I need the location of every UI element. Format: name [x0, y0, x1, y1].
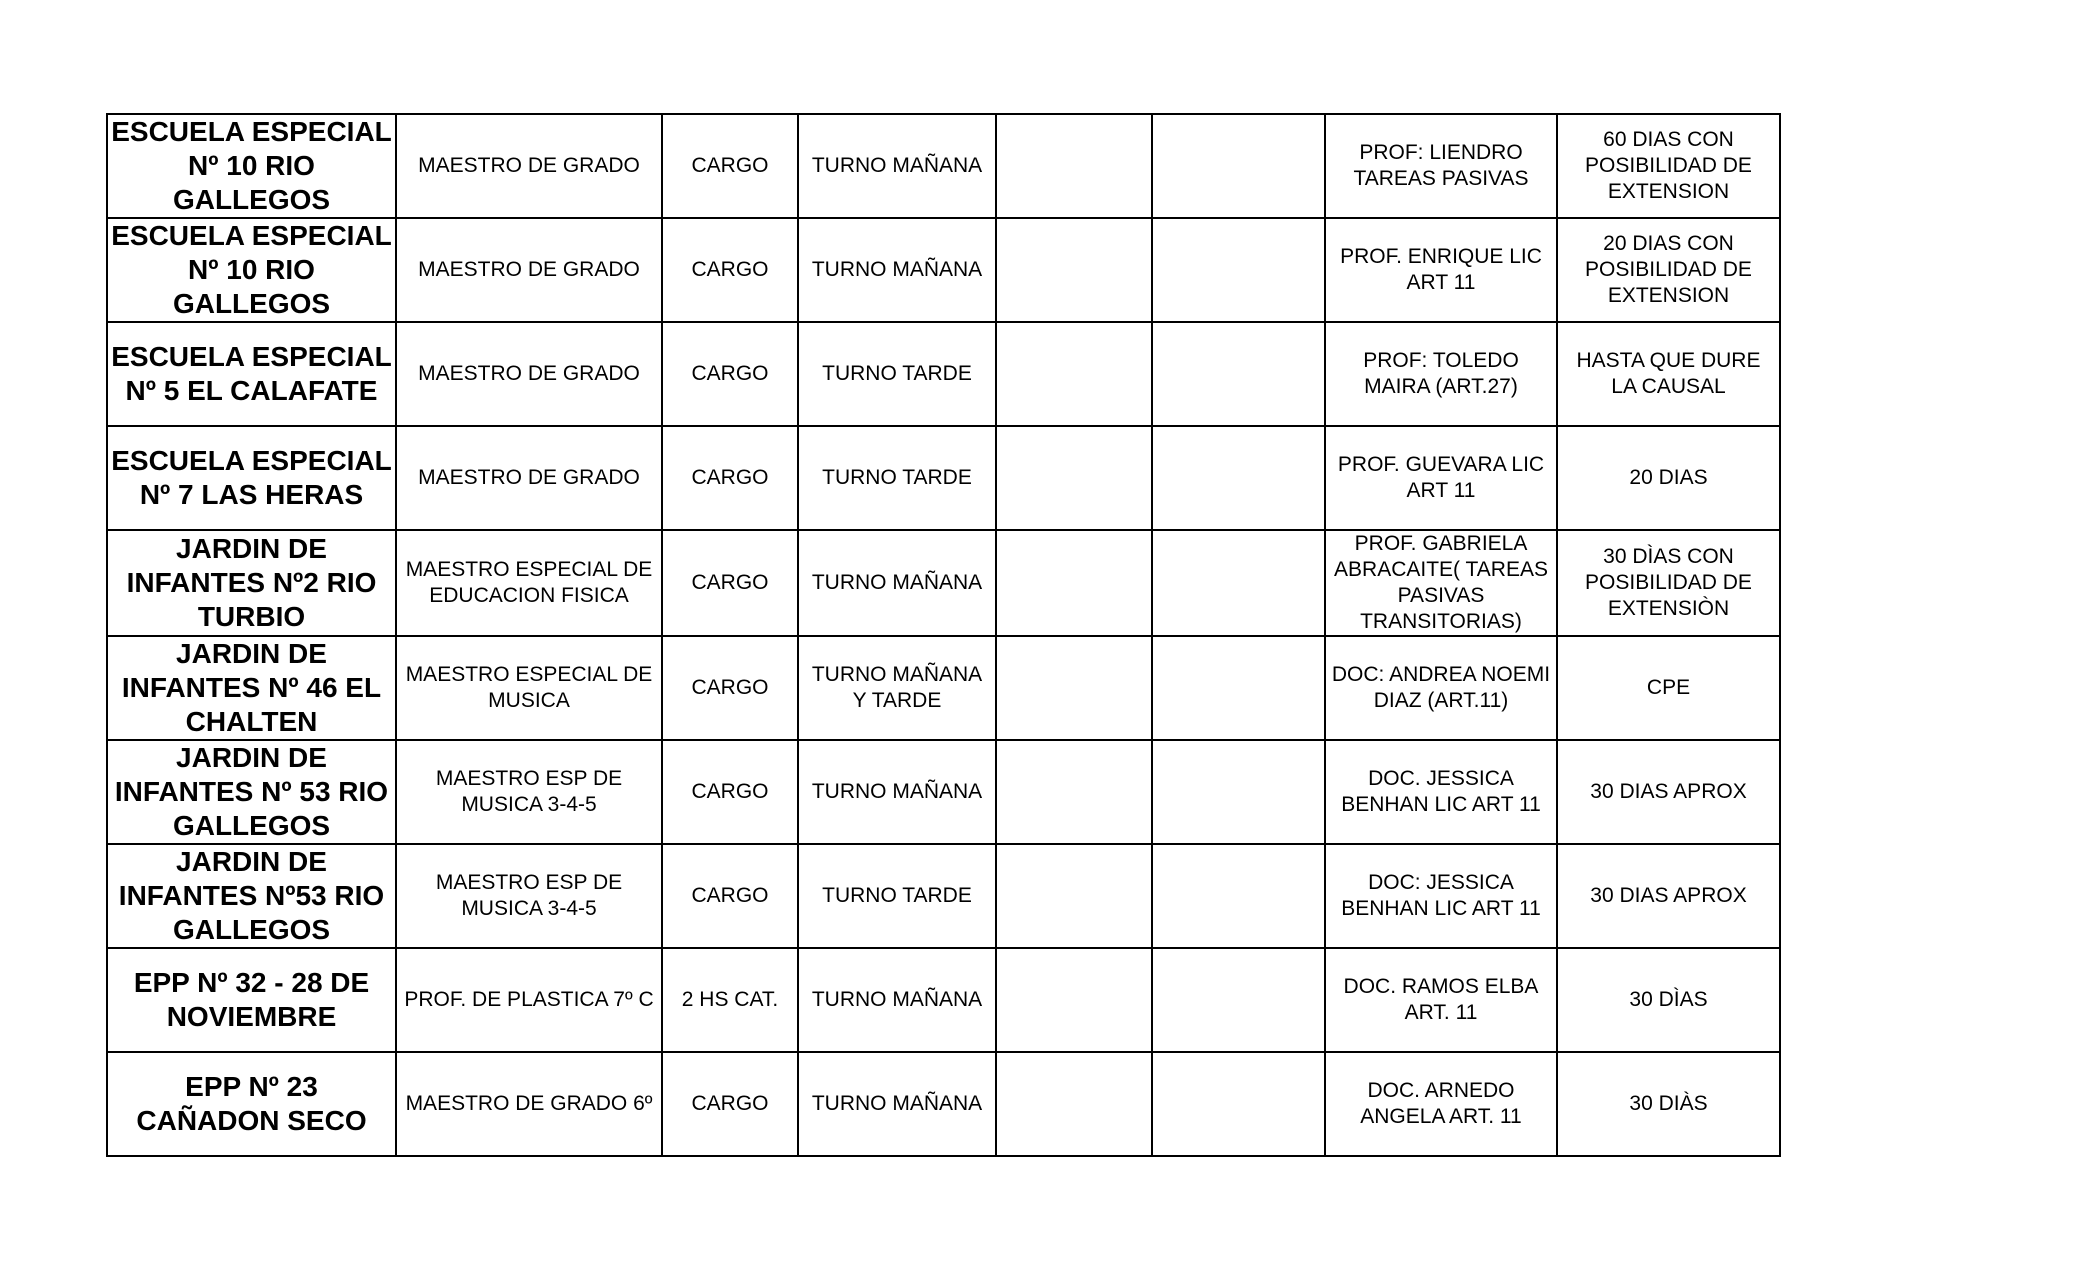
- school-cell: ESCUELA ESPECIAL Nº 10 RIO GALLEGOS: [107, 114, 396, 218]
- empty-cell-5: [996, 322, 1152, 426]
- replaces-cell: PROF. GUEVARA LIC ART 11: [1325, 426, 1557, 530]
- table-row: [107, 114, 1780, 218]
- school-cell: ESCUELA ESPECIAL Nº 5 EL CALAFATE: [107, 322, 396, 426]
- empty-cell-6: [1152, 218, 1325, 322]
- type-cell: CARGO: [662, 426, 798, 530]
- duration-cell: 30 DÌAS CON POSIBILIDAD DE EXTENSIÒN: [1557, 530, 1780, 636]
- empty-cell-6: [1152, 426, 1325, 530]
- table-row: [107, 844, 1780, 948]
- school-cell: JARDIN DE INFANTES Nº2 RIO TURBIO: [107, 530, 396, 636]
- duration-cell: 30 DIAS APROX: [1557, 844, 1780, 948]
- empty-cell-5: [996, 218, 1152, 322]
- replaces-cell: PROF. ENRIQUE LIC ART 11: [1325, 218, 1557, 322]
- school-cell: ESCUELA ESPECIAL Nº 10 RIO GALLEGOS: [107, 218, 396, 322]
- empty-cell-5: [996, 948, 1152, 1052]
- position-cell: PROF. DE PLASTICA 7º C: [396, 948, 662, 1052]
- empty-cell-6: [1152, 114, 1325, 218]
- shift-cell: TURNO MAÑANA: [798, 114, 996, 218]
- shift-cell: TURNO MAÑANA: [798, 1052, 996, 1156]
- replaces-cell: DOC. RAMOS ELBA ART. 11: [1325, 948, 1557, 1052]
- vacancy-table: [106, 113, 1781, 1157]
- duration-cell: CPE: [1557, 636, 1780, 740]
- shift-cell: TURNO MAÑANA Y TARDE: [798, 636, 996, 740]
- school-cell: EPP Nº 23 CAÑADON SECO: [107, 1052, 396, 1156]
- school-cell: JARDIN DE INFANTES Nº53 RIO GALLEGOS: [107, 844, 396, 948]
- duration-cell: 60 DIAS CON POSIBILIDAD DE EXTENSION: [1557, 114, 1780, 218]
- empty-cell-5: [996, 426, 1152, 530]
- position-cell: MAESTRO DE GRADO: [396, 114, 662, 218]
- empty-cell-5: [996, 114, 1152, 218]
- replaces-cell: DOC: ANDREA NOEMI DIAZ (ART.11): [1325, 636, 1557, 740]
- empty-cell-6: [1152, 740, 1325, 844]
- type-cell: CARGO: [662, 844, 798, 948]
- shift-cell: TURNO TARDE: [798, 426, 996, 530]
- duration-cell: 30 DIÀS: [1557, 1052, 1780, 1156]
- replaces-cell: DOC. JESSICA BENHAN LIC ART 11: [1325, 740, 1557, 844]
- position-cell: MAESTRO ESP DE MUSICA 3-4-5: [396, 740, 662, 844]
- position-cell: MAESTRO DE GRADO: [396, 322, 662, 426]
- shift-cell: TURNO TARDE: [798, 844, 996, 948]
- duration-cell: 20 DIAS CON POSIBILIDAD DE EXTENSION: [1557, 218, 1780, 322]
- type-cell: CARGO: [662, 740, 798, 844]
- table-row: [107, 740, 1780, 844]
- position-cell: MAESTRO DE GRADO: [396, 218, 662, 322]
- position-cell: MAESTRO DE GRADO 6º: [396, 1052, 662, 1156]
- table-row: [107, 426, 1780, 530]
- replaces-cell: DOC: JESSICA BENHAN LIC ART 11: [1325, 844, 1557, 948]
- duration-cell: 30 DIAS APROX: [1557, 740, 1780, 844]
- type-cell: CARGO: [662, 322, 798, 426]
- school-cell: JARDIN DE INFANTES Nº 53 RIO GALLEGOS: [107, 740, 396, 844]
- type-cell: CARGO: [662, 218, 798, 322]
- position-cell: MAESTRO ESPECIAL DE EDUCACION FISICA: [396, 530, 662, 636]
- empty-cell-5: [996, 530, 1152, 636]
- type-cell: 2 HS CAT.: [662, 948, 798, 1052]
- shift-cell: TURNO MAÑANA: [798, 530, 996, 636]
- school-cell: ESCUELA ESPECIAL Nº 7 LAS HERAS: [107, 426, 396, 530]
- type-cell: CARGO: [662, 1052, 798, 1156]
- position-cell: MAESTRO ESP DE MUSICA 3-4-5: [396, 844, 662, 948]
- shift-cell: TURNO MAÑANA: [798, 948, 996, 1052]
- empty-cell-6: [1152, 322, 1325, 426]
- replaces-cell: PROF: LIENDRO TAREAS PASIVAS: [1325, 114, 1557, 218]
- empty-cell-6: [1152, 1052, 1325, 1156]
- table-row: [107, 530, 1780, 636]
- empty-cell-6: [1152, 948, 1325, 1052]
- duration-cell: 30 DÌAS: [1557, 948, 1780, 1052]
- replaces-cell: PROF: TOLEDO MAIRA (ART.27): [1325, 322, 1557, 426]
- table-row: [107, 948, 1780, 1052]
- position-cell: MAESTRO ESPECIAL DE MUSICA: [396, 636, 662, 740]
- table-row: [107, 218, 1780, 322]
- table-body: [107, 114, 1780, 1156]
- empty-cell-5: [996, 740, 1152, 844]
- replaces-cell: DOC. ARNEDO ANGELA ART. 11: [1325, 1052, 1557, 1156]
- duration-cell: HASTA QUE DURE LA CAUSAL: [1557, 322, 1780, 426]
- replaces-cell: PROF. GABRIELA ABRACAITE( TAREAS PASIVAS TRANSITORIAS): [1325, 530, 1557, 636]
- shift-cell: TURNO MAÑANA: [798, 218, 996, 322]
- type-cell: CARGO: [662, 114, 798, 218]
- empty-cell-6: [1152, 636, 1325, 740]
- empty-cell-5: [996, 1052, 1152, 1156]
- empty-cell-6: [1152, 530, 1325, 636]
- shift-cell: TURNO MAÑANA: [798, 740, 996, 844]
- table-row: [107, 636, 1780, 740]
- type-cell: CARGO: [662, 636, 798, 740]
- empty-cell-6: [1152, 844, 1325, 948]
- duration-cell: 20 DIAS: [1557, 426, 1780, 530]
- school-cell: EPP Nº 32 - 28 DE NOVIEMBRE: [107, 948, 396, 1052]
- position-cell: MAESTRO DE GRADO: [396, 426, 662, 530]
- table-row: [107, 1052, 1780, 1156]
- shift-cell: TURNO TARDE: [798, 322, 996, 426]
- empty-cell-5: [996, 844, 1152, 948]
- table-row: [107, 322, 1780, 426]
- school-cell: JARDIN DE INFANTES Nº 46 EL CHALTEN: [107, 636, 396, 740]
- empty-cell-5: [996, 636, 1152, 740]
- type-cell: CARGO: [662, 530, 798, 636]
